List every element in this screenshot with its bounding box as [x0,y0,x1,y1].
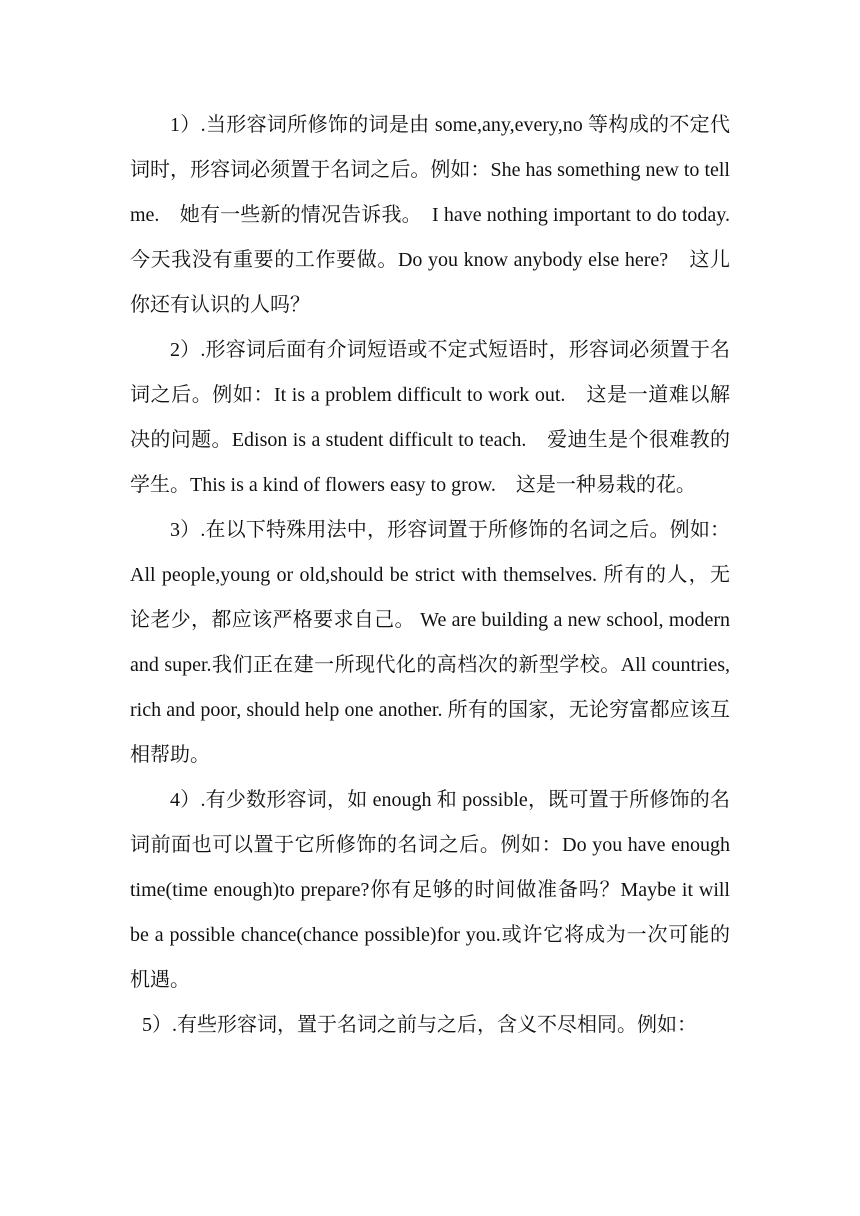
paragraph-rule-1: 1）.当形容词所修饰的词是由 some,any,every,no 等构成的不定代词时，形容词必须置于名词之后。例如：She has something new to tell me. 她有一些新的情况告诉我。 I have nothing important to do today. 今天我没有重要的工作要做。Do you know anybody else here? 这儿你还有认识的人吗？ [130,114,750,316]
paragraph-rule-5: 5）.有些形容词，置于名词之前与之后，含义不尽相同。例如： [142,1014,697,1036]
paragraph-rule-3: 3）.在以下特殊用法中，形容词置于所修饰的名词之后。例如：All people,young or old,should be strict with themselves. 所有的人，无论老少，都应该严格要求自己。 We are building a new school, modern and super.我们正在建一所现代化的高档次的新型学校。All countries, rich and poor, should help one another. 所有的国家，无论穷富都应该互相帮助。 [130,519,730,766]
document-page [130,103,750,1048]
paragraph-rule-4: 4）.有少数形容词，如 enough 和 possible，既可置于所修饰的名词前面也可以置于它所修饰的名词之后。例如：Do you have enough time(time enough)to prepare?你有足够的时间做准备吗？Maybe it will be a possible chance(chance possible)for you.或许它将成为一次可能的机遇。 [130,789,730,991]
paragraph-rule-2: 2）.形容词后面有介词短语或不定式短语时，形容词必须置于名词之后。例如：It is a problem difficult to work out. 这是一道难以解决的问题。Edison is a student difficult to teach. 爱迪生是个很难教的学生。This is a kind of flowers easy to grow. 这是一种易栽的花。 [130,339,730,496]
